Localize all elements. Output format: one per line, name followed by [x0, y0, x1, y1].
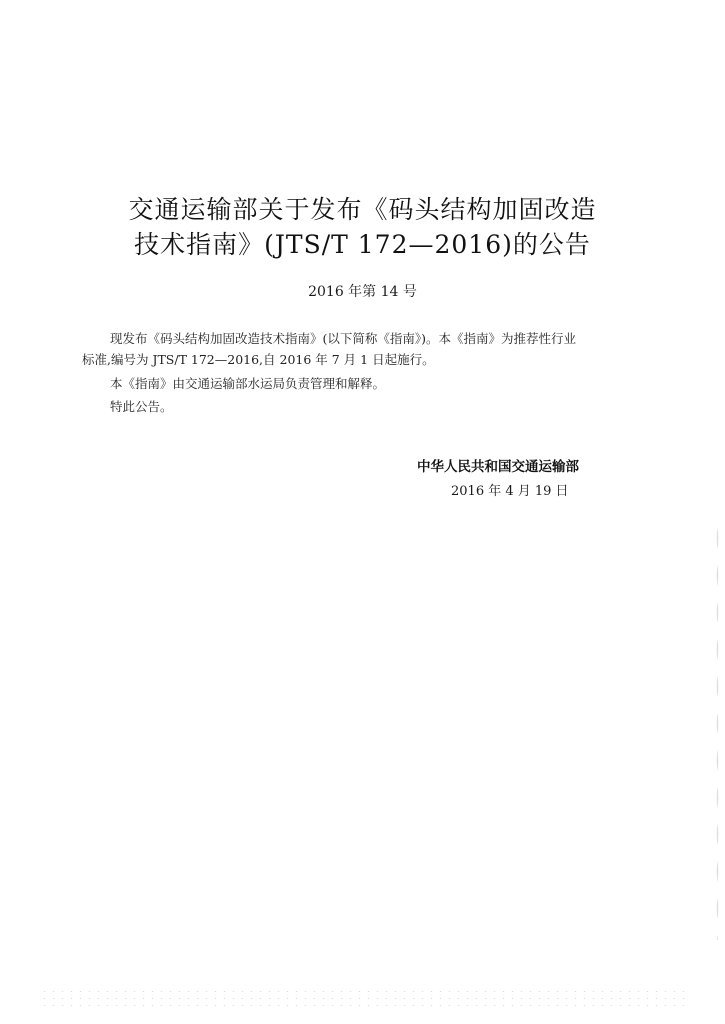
issue-date: 2016 年 4 月 19 日: [451, 484, 569, 499]
body-paragraph-1-line-2: 标准,编号为 JTS/T 172—2016,自 2016 年 7 月 1 日起施行。: [82, 352, 435, 367]
document-number: 2016 年第 14 号: [308, 284, 417, 300]
body-paragraph-2: 本《指南》由交通运输部水运局负责管理和解释。: [110, 376, 386, 391]
announcement-title-line1: 交通运输部关于发布《码头结构加固改造: [128, 195, 597, 224]
announcement-title-line2: 技术指南》(JTS/T 172—2016)的公告: [134, 230, 591, 259]
body-paragraph-1-line-1: 现发布《码头结构加固改造技术指南》(以下简称《指南》)。本《指南》为推荐性行业: [110, 331, 577, 346]
scan-noise-decoration: [40, 988, 690, 1006]
scan-edge-marks-decoration: [716, 520, 719, 940]
issuing-authority: 中华人民共和国交通运输部: [417, 459, 579, 475]
body-paragraph-3: 特此公告。: [110, 399, 173, 414]
